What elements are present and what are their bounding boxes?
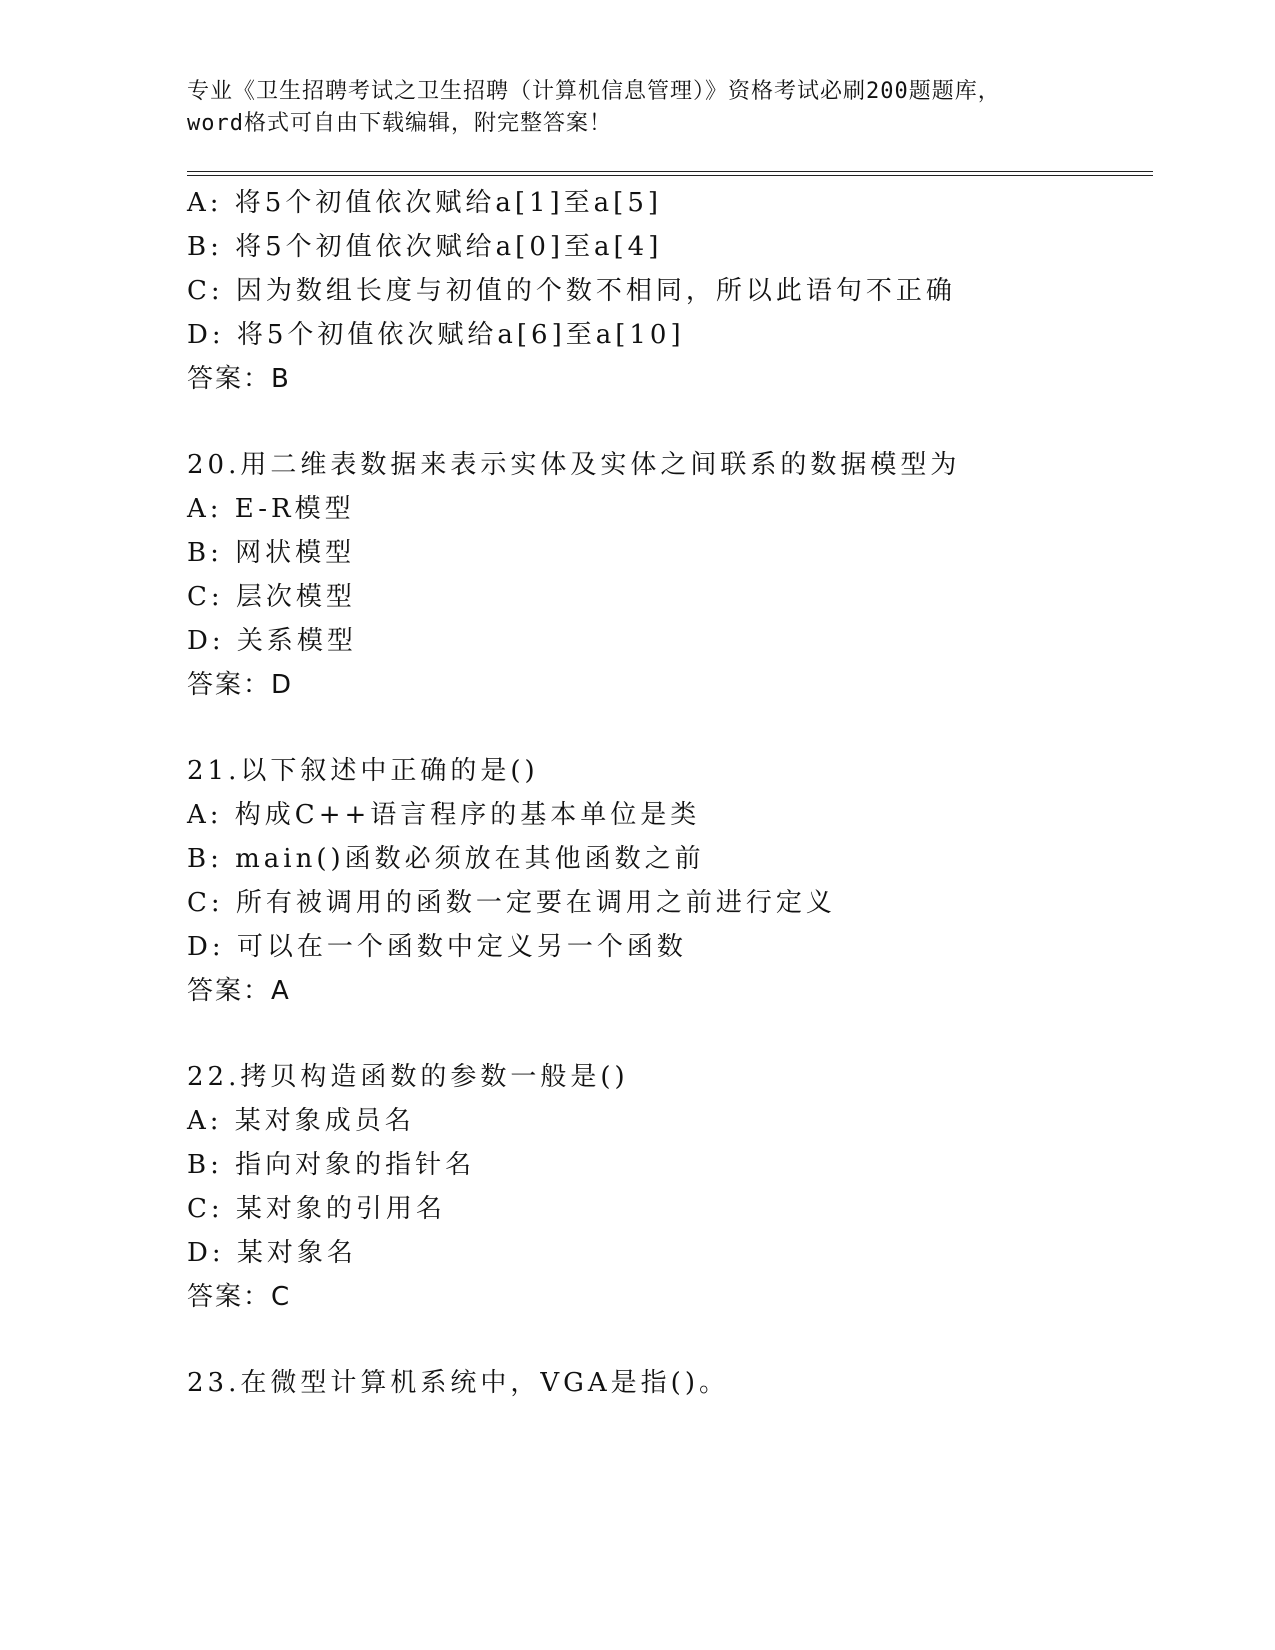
q22-option-b: B: 指向对象的指针名 — [187, 1150, 476, 1180]
q22-answer: 答案：C — [187, 1282, 292, 1312]
q20-option-c: C: 层次模型 — [187, 582, 356, 612]
header-title-line-2: word格式可自由下载编辑，附完整答案！ — [187, 111, 612, 136]
q19-option-a: A: 将5个初值依次赋给a[1]至a[5] — [187, 188, 663, 218]
q21-question: 21.以下叙述中正确的是() — [187, 756, 539, 786]
q20-answer: 答案：D — [187, 670, 294, 700]
q23-question: 23.在微型计算机系统中，VGA是指()。 — [187, 1368, 729, 1398]
header-title-line-1: 专业《卫生招聘考试之卫生招聘（计算机信息管理）》资格考试必刷200题题库， — [187, 79, 1001, 104]
q21-option-c: C: 所有被调用的函数一定要在调用之前进行定义 — [187, 888, 836, 918]
q22-option-d: D: 某对象名 — [187, 1238, 357, 1268]
q21-answer: 答案：A — [187, 976, 291, 1006]
q19-option-b: B: 将5个初值依次赋给a[0]至a[4] — [187, 232, 663, 262]
q22-option-a: A: 某对象成员名 — [187, 1106, 415, 1136]
q19-option-c: C: 因为数组长度与初值的个数不相同，所以此语句不正确 — [187, 276, 956, 306]
q21-option-d: D: 可以在一个函数中定义另一个函数 — [187, 932, 687, 962]
q20-option-d: D: 关系模型 — [187, 626, 357, 656]
q22-option-c: C: 某对象的引用名 — [187, 1194, 446, 1224]
q20-option-a: A: E-R模型 — [187, 494, 355, 524]
q19-option-d: D: 将5个初值依次赋给a[6]至a[10] — [187, 320, 685, 350]
header-divider-top — [187, 171, 1153, 172]
q20-question: 20.用二维表数据来表示实体及实体之间联系的数据模型为 — [187, 450, 961, 480]
q22-question: 22.拷贝构造函数的参数一般是() — [187, 1062, 629, 1092]
q19-answer: 答案：B — [187, 364, 291, 394]
q21-option-a: A: 构成C++语言程序的基本单位是类 — [187, 800, 701, 830]
q21-option-b: B: main()函数必须放在其他函数之前 — [187, 844, 705, 874]
q20-option-b: B: 网状模型 — [187, 538, 356, 568]
header-divider-bottom — [187, 175, 1153, 176]
